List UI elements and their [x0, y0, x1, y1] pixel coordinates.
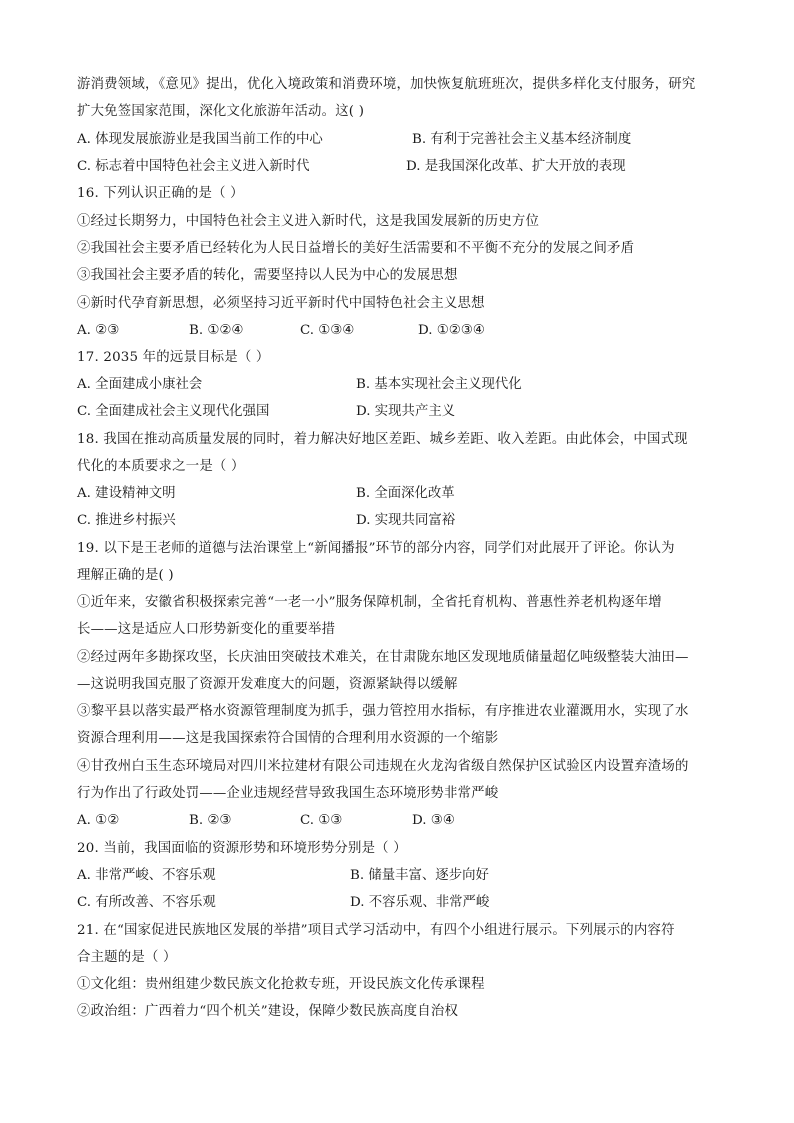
- q19-statement-2-line-2: —这说明我国克服了资源开发难度大的问题，资源紧缺得以缓解: [77, 677, 458, 692]
- q16-statement-4: ④新时代孕育新思想，必须坚持习近平新时代中国特色社会主义思想: [77, 296, 485, 311]
- q15-stem-line-2: 扩大免签国家范围，深化文化旅游年活动。这( ): [77, 104, 365, 119]
- q19-statement-2-line-1: ②经过两年多勘探攻坚，长庆油田突破技术难关，在甘肃陇东地区发现地质储量超亿吨级整装大油田—: [77, 650, 689, 665]
- q15-stem-line-1: 游消费领域，《意见》提出，优化入境政策和消费环境，加快恢复航班班次，提供多样化支付服务，研究: [77, 77, 696, 92]
- q15-option-c: C. 标志着中国特色社会主义进入新时代: [77, 159, 310, 174]
- q19-statement-4-line-2: 行为作出了行政处罚——企业违规经营导致我国生态环境形势非常严峻: [77, 786, 499, 801]
- q21-statement-1: ①文化组：贵州组建少数民族文化抢救专班，开设民族文化传承课程: [77, 977, 485, 992]
- q18-option-d: D. 实现共同富裕: [356, 513, 456, 528]
- q16-statement-3: ③我国社会主要矛盾的转化，需要坚持以人民为中心的发展思想: [77, 268, 458, 283]
- q17-stem: 17. 2035 年的远景目标是（ ）: [77, 350, 270, 365]
- q16-option-b: B. ①②④: [189, 323, 244, 338]
- q17-option-c: C. 全面建成社会主义现代化强国: [77, 404, 270, 419]
- q19-stem-line-1: 19. 以下是王老师的道德与法治课堂上“新闻播报”环节的部分内容，同学们对此展开了评论。你认为: [77, 541, 675, 556]
- q19-stem-line-2: 理解正确的是( ): [77, 568, 174, 583]
- q15-option-a: A. 体现发展旅游业是我国当前工作的中心: [77, 132, 323, 147]
- q17-option-b: B. 基本实现社会主义现代化: [356, 377, 522, 392]
- q21-stem-line-2: 合主题的是（ ）: [77, 950, 177, 965]
- q19-option-d: D. ③④: [412, 813, 455, 828]
- q20-option-d: D. 不容乐观、非常严峻: [350, 895, 490, 910]
- q15-option-b: B. 有利于完善社会主义基本经济制度: [412, 132, 632, 147]
- q17-option-a: A. 全面建成小康社会: [77, 377, 203, 392]
- q16-option-a: A. ②③: [77, 323, 120, 338]
- q16-stem: 16. 下列认识正确的是（ ）: [77, 186, 244, 201]
- q21-statement-2: ②政治组：广西着力“四个机关”建设，保障少数民族高度自治权: [77, 1004, 459, 1019]
- q18-option-c: C. 推进乡村振兴: [77, 513, 176, 528]
- q18-stem-line-1: 18. 我国在推动高质量发展的同时，着力解决好地区差距、城乡差距、收入差距。由此体会，中国式现: [77, 432, 688, 447]
- q21-stem-line-1: 21. 在“国家促进民族地区发展的举措”项目式学习活动中，有四个小组进行展示。下列展示的内容符: [77, 923, 675, 938]
- q17-option-d: D. 实现共产主义: [356, 404, 456, 419]
- q19-option-c: C. ①③: [300, 813, 343, 828]
- q16-statement-1: ①经过长期努力，中国特色社会主义进入新时代，这是我国发展新的历史方位: [77, 214, 540, 229]
- q19-option-b: B. ②③: [189, 813, 232, 828]
- q20-option-c: C. 有所改善、不容乐观: [77, 895, 216, 910]
- q18-option-b: B. 全面深化改革: [356, 486, 455, 501]
- q19-statement-3-line-1: ③黎平县以落实最严格水资源管理制度为抓手，强力管控用水指标，有序推进农业灌溉用水，实现了水: [77, 704, 689, 719]
- q16-statement-2: ②我国社会主要矛盾已经转化为人民日益增长的美好生活需要和不平衡不充分的发展之间矛盾: [77, 241, 635, 256]
- q16-option-c: C. ①③④: [300, 323, 355, 338]
- q19-option-a: A. ①②: [77, 813, 120, 828]
- q20-option-a: A. 非常严峻、不容乐观: [77, 868, 216, 883]
- q19-statement-1-line-2: 长——这是适应人口形势新变化的重要举措: [77, 622, 336, 637]
- q18-stem-line-2: 代化的本质要求之一是（ ）: [77, 459, 245, 474]
- q15-option-d: D. 是我国深化改革、扩大开放的表现: [406, 159, 626, 174]
- q20-option-b: B. 储量丰富、逐步向好: [350, 868, 489, 883]
- q19-statement-1-line-1: ①近年来，安徽省积极探索完善“一老一小”服务保障机制，全省托育机构、普惠性养老机构逐年增: [77, 595, 662, 610]
- q19-statement-3-line-2: 资源合理利用——这是我国探索符合国情的合理利用水资源的一个缩影: [77, 731, 499, 746]
- q19-statement-4-line-1: ④甘孜州白玉生态环境局对四川米拉建材有限公司违规在火龙沟省级自然保护区试验区内设置弃渣场的: [77, 759, 689, 774]
- q16-option-d: D. ①②③④: [418, 323, 485, 338]
- q20-stem: 20. 当前，我国面临的资源形势和环境形势分别是（ ）: [77, 841, 407, 856]
- q18-option-a: A. 建设精神文明: [77, 486, 176, 501]
